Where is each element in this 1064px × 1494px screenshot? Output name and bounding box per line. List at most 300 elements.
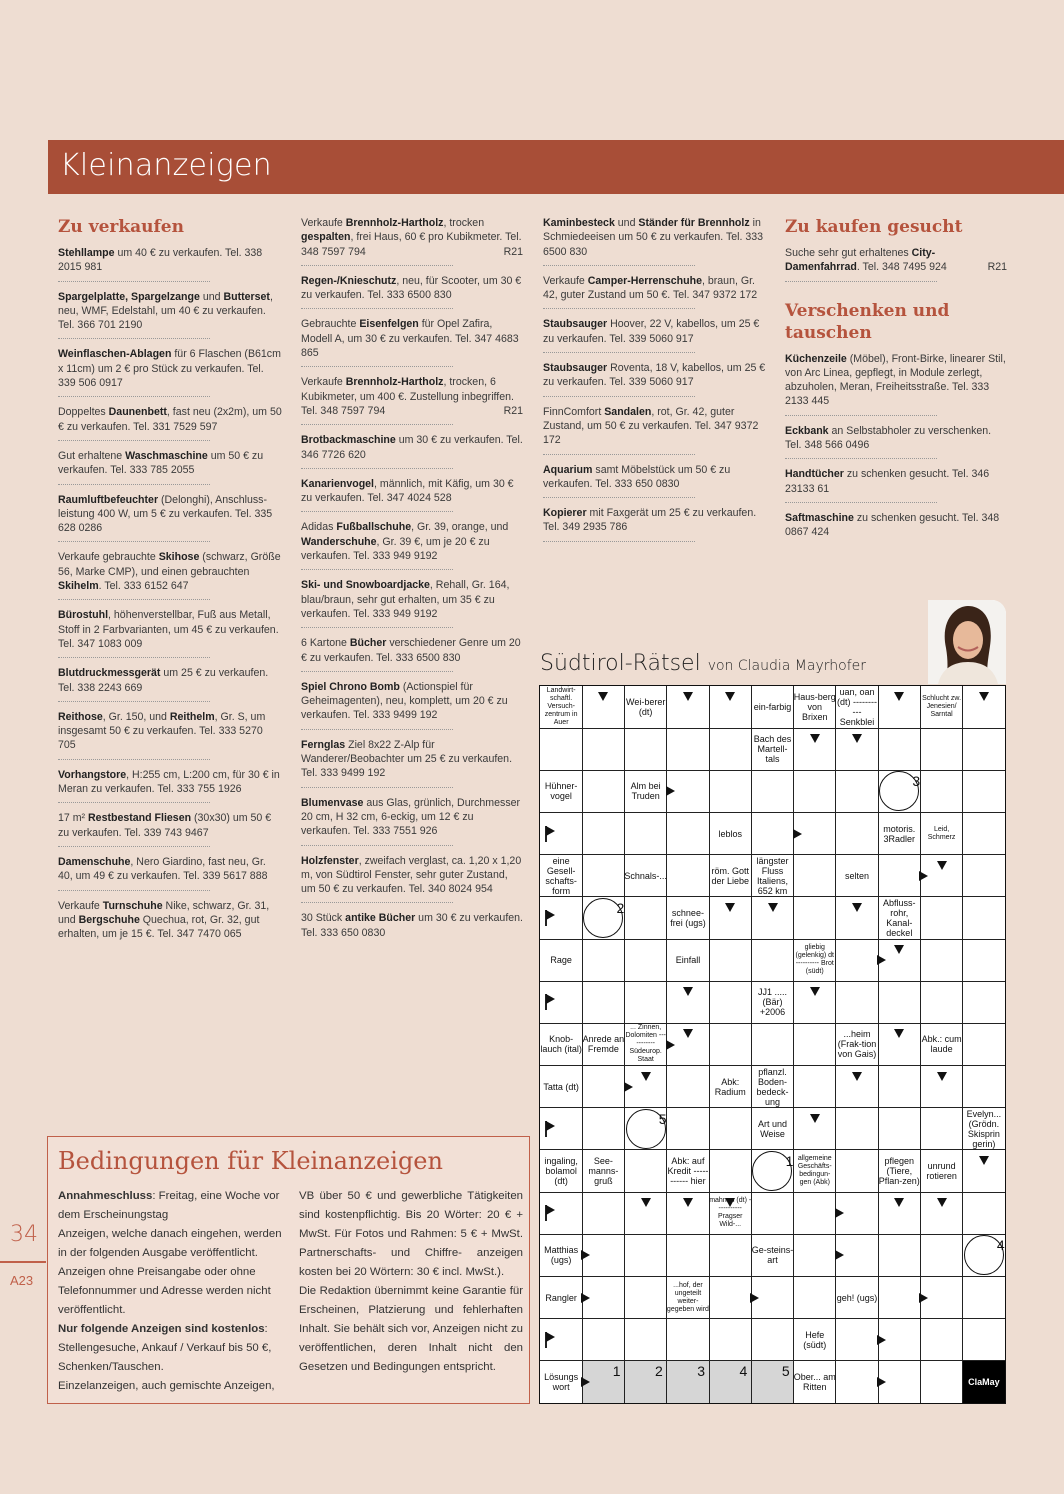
- classified-ad: [785, 424, 1007, 460]
- ad-keyword: Fußballschuhe: [336, 521, 412, 534]
- banner-title: Kleinanzeigen: [60, 148, 272, 183]
- ad-text: Verkaufe: [301, 217, 346, 229]
- clue-arrow-icon: [725, 692, 735, 701]
- ad-text: um 40 € zu verkaufen. Tel. 338 2015 981: [58, 247, 263, 274]
- ad-keyword: Wanderschuhe: [301, 535, 377, 548]
- classified-ad: [785, 467, 1007, 503]
- clue-cell: ...heim (Frak-tion von Gais): [837, 1029, 877, 1060]
- classified-ad: [785, 511, 1007, 547]
- author-portrait-image: [928, 600, 1006, 684]
- clue-arrow-icon: [793, 829, 802, 839]
- solution-number: 4: [739, 1362, 748, 1379]
- ad-text: , männlich, mit Käfig, um 30 € zu verkaufen. Tel. 347 4024 528: [301, 477, 514, 505]
- ad-keyword: Butterset: [223, 290, 270, 303]
- clue-arrow-icon: [877, 1335, 886, 1345]
- ad-text: Gut erhaltene: [58, 449, 126, 462]
- circle-number: 1: [785, 1152, 794, 1169]
- ad-text: um 25 € zu verkaufen. Tel. 338 2243 669: [58, 667, 269, 694]
- classified-ad: [58, 899, 282, 949]
- ad-text: in Schmiedeeisen um 50 € zu verkaufen. Tel. 333 6500 830: [543, 217, 764, 258]
- page-code: A23: [10, 1273, 34, 1288]
- clue-cell: Knob-lauch (ital): [540, 1034, 582, 1055]
- clue-arrow-icon: [546, 910, 555, 920]
- clue-cell: Ge-steins-art: [751, 1245, 794, 1266]
- author-photo: [928, 600, 1006, 684]
- clue-cell: Landwirt-schaftl. Versuch-zentrum in Auer: [544, 687, 578, 727]
- grid-line: [793, 686, 794, 1403]
- classified-ad: [301, 375, 523, 425]
- ad-keyword: Eisenfelgen: [359, 318, 419, 331]
- ad-keyword: Vorhangstore: [58, 768, 127, 781]
- ad-keyword: Raumluftbefeuchter: [58, 493, 159, 506]
- ad-keyword: Daunenbett: [108, 406, 167, 419]
- column-2: [301, 216, 523, 955]
- ad-keyword: Ständer für Brennholz: [638, 217, 750, 229]
- ad-text: Verkaufe: [58, 899, 103, 912]
- solution-cell[interactable]: [625, 1361, 667, 1403]
- clue-cell: gliebig (gelenkig) dt ---------- Brot (südt): [795, 944, 835, 976]
- clue-cell: Anrede an Fremde: [582, 1034, 625, 1055]
- ad-text: mit Faxgerät um 25 € zu verkaufen. Tel. 349 2935 786: [543, 507, 757, 534]
- clue-arrow-icon: [835, 1250, 844, 1260]
- puzzle-author: von Claudia Mayrhofer: [707, 658, 866, 674]
- ad-text: samt Möbelstück um 50 € zu verkaufen. Tel. 333 650 0830: [543, 463, 731, 490]
- ad-text: Verkaufe gebrauchte: [58, 551, 159, 564]
- clue-arrow-icon: [877, 1377, 886, 1387]
- ad-keyword: Brennholz-Hartholz: [345, 376, 444, 389]
- ad-keyword: Skihelm: [58, 580, 99, 593]
- ad-text: verschiedener Genre um 20 € zu verkaufen. Tel. 333 6500 830: [301, 637, 521, 664]
- clue-arrow-icon: [598, 692, 608, 701]
- ad-keyword: Handtücher: [785, 468, 844, 481]
- puzzle-brand: ClaMay: [963, 1361, 1005, 1403]
- crossword-grid: [539, 685, 1006, 1404]
- classified-ad: [301, 911, 523, 947]
- classified-ad: [58, 768, 282, 804]
- clue-cell: Wei-berer (dt): [625, 697, 666, 718]
- classified-ad: [543, 317, 767, 353]
- ad-text: 17 m²: [58, 812, 89, 825]
- solution-circle[interactable]: [879, 771, 919, 811]
- clue-arrow-icon: [546, 1121, 555, 1131]
- ad-keyword: Spiel Chrono Bomb: [301, 680, 400, 693]
- ad-keyword: Regen-/Knieschutz: [301, 274, 397, 287]
- ad-text: Roventa, 18 V, kabellos, um 25 € zu verkaufen. Tel. 339 5060 917: [543, 362, 766, 389]
- ad-text: 30 Stück: [301, 912, 346, 925]
- conditions-column-2: [299, 1187, 523, 1377]
- clue-arrow-icon: [725, 903, 735, 912]
- ad-reference: R21: [503, 404, 523, 417]
- clue-cell: Abk.: cum laude: [921, 1034, 962, 1055]
- classified-ad: [58, 493, 282, 543]
- clue-arrow-icon: [546, 1205, 555, 1215]
- clue-cell: Evelyn... (Grödn. Skisprin gerin): [966, 1108, 1002, 1149]
- ad-keyword: Kanarienvogel: [301, 477, 375, 490]
- clue-cell: JJ1 ..... (Bär) +2006: [757, 987, 787, 1018]
- clue-cell: motoris. 3Radler: [883, 823, 916, 844]
- clue-cell: Hefe (südt): [803, 1329, 827, 1350]
- conditions-text: : Freitag, eine Woche vor dem Erscheinungstag: [58, 1190, 280, 1221]
- clue-cell: Art und Weise: [757, 1118, 787, 1139]
- solution-number: 3: [697, 1362, 706, 1379]
- clue-arrow-icon: [810, 734, 820, 743]
- classified-ad: [543, 463, 767, 499]
- classified-ad: [543, 506, 767, 542]
- clue-arrow-icon: [581, 1293, 590, 1303]
- ad-text: , braun, Gr. 42, guter Zustand um 50 €. Tel. 347 9372 172: [543, 274, 758, 302]
- classified-ad: [58, 666, 282, 702]
- ad-text: um 30 € zu verkaufen. Tel. 333 650 0830: [301, 912, 523, 939]
- ad-text: , H:255 cm, L:200 cm, für 30 € in Meran zu verkaufen. Tel. 333 755 1926: [58, 768, 280, 796]
- conditions-text: Die Redaktion übernimmt keine Garantie für Erscheinen, Platzierung und fehlerhaften Inhalt. Sie behält sich vor, Anzeigen nicht zu veröffentlichen, deren Inhalt nicht den Gesetzen und Bedingungen entspricht.: [299, 1285, 523, 1373]
- ad-text: Hoover, 22 V, kabellos, um 25 € zu verkaufen. Tel. 339 5060 917: [543, 318, 760, 345]
- conditions-text: Einzelanzeigen, auch gemischte Anzeigen,: [58, 1380, 275, 1392]
- classified-ad: [58, 608, 282, 658]
- classified-ad: [785, 246, 1007, 282]
- solution-circle[interactable]: [583, 898, 623, 938]
- ad-keyword: Stehllampe: [58, 247, 115, 259]
- ad-keyword: Staubsauger: [543, 318, 608, 331]
- circle-number: 2: [616, 899, 625, 916]
- ad-text: , Rehall, Gr. 164, blau/braun, sehr gut erhalten, um 35 € zu verkaufen. Tel. 333 949 9192: [301, 579, 510, 620]
- ad-keyword: Eckbank: [785, 424, 829, 437]
- column-3: [543, 216, 767, 550]
- ad-text: um 50 € zu verkaufen. Tel. 333 785 2055: [58, 449, 264, 477]
- clue-arrow-icon: [894, 945, 904, 954]
- clue-arrow-icon: [919, 1293, 928, 1303]
- classified-ad: [301, 274, 523, 310]
- classified-ad: [58, 550, 282, 600]
- ad-text: Nike, schwarz, Gr. 31, und: [58, 899, 270, 926]
- clue-arrow-icon: [683, 692, 693, 701]
- ad-keyword: Restbestand Fliesen: [88, 812, 192, 825]
- ad-keyword: Camper-Herrenschuhe: [587, 274, 702, 287]
- puzzle-title-text: Südtirol-Rätsel: [540, 651, 701, 676]
- ad-keyword: Saftmaschine: [785, 511, 854, 524]
- clue-arrow-icon: [641, 1072, 651, 1081]
- clue-cell: Abfluss-rohr, Kanal-deckel: [883, 897, 916, 938]
- clue-cell: Haus-berg von Brixen: [793, 692, 836, 723]
- clue-arrow-icon: [546, 826, 555, 836]
- ad-text: , Gr. 150, und: [102, 710, 170, 723]
- ad-keyword: Küchenzeile: [785, 352, 847, 365]
- classified-ad: [58, 710, 282, 760]
- ad-text: an Selbstabholer zu verschenken. Tel. 348 566 0496: [785, 424, 992, 452]
- ad-text: Adidas: [301, 521, 337, 534]
- clue-arrow-icon: [750, 1293, 759, 1303]
- classified-ad: [301, 796, 523, 846]
- ad-keyword: Spargelplatte, Spargelzange: [58, 290, 200, 303]
- clue-arrow-icon: [581, 1377, 590, 1387]
- page-divider: [0, 1261, 46, 1263]
- ad-keyword: Blumenvase: [301, 796, 364, 809]
- ad-text: . Tel. 348 7495 924: [856, 261, 947, 274]
- ad-keyword: Kaminbesteck: [543, 217, 615, 229]
- clue-cell: Schnals-...: [624, 870, 667, 881]
- ad-keyword: Staubsauger: [543, 362, 608, 375]
- classified-ad: [301, 578, 523, 628]
- clue-cell: ...hof, der ungeteilt weiter-gegeben wird: [666, 1281, 709, 1313]
- ad-text: und: [614, 217, 639, 229]
- clue-cell: ein-farbig: [753, 702, 792, 713]
- heading-zu-kaufen: Zu kaufen gesucht: [785, 217, 963, 237]
- ad-text: , Nero Giardino, fast neu, Gr. 40, um 49 € zu verkaufen. Tel. 339 5617 888: [58, 855, 268, 883]
- solution-number: 1: [612, 1362, 621, 1379]
- clue-cell: röm. Gott der Liebe: [711, 865, 749, 886]
- classified-ad: [301, 738, 523, 788]
- ad-keyword: Damenschuhe: [58, 855, 131, 868]
- clue-arrow-icon: [852, 734, 862, 743]
- clue-cell: Einfall: [675, 955, 701, 966]
- classified-ad: [58, 290, 282, 340]
- heading-zu-verkaufen: Zu verkaufen: [58, 217, 184, 237]
- conditions-box: [47, 1136, 530, 1404]
- solution-number: 5: [781, 1362, 790, 1379]
- clue-arrow-icon: [810, 987, 820, 996]
- clue-arrow-icon: [894, 1029, 904, 1038]
- clue-cell: geh! (ugs): [836, 1292, 878, 1303]
- solution-cell[interactable]: [667, 1361, 709, 1403]
- ad-reference: R21: [987, 261, 1007, 274]
- clue-cell: Matthias (ugs): [544, 1245, 579, 1266]
- ad-text: , frei Haus, 60 € pro Kubikmeter. Tel. 348 7597 794: [301, 231, 522, 258]
- grid-line: [540, 939, 1005, 940]
- clue-cell: mahnen (dt) ----------- Pragser Wild-...: [709, 1197, 752, 1229]
- clue-arrow-icon: [641, 1198, 651, 1207]
- clue-cell: Ober... am Ritten: [793, 1371, 836, 1392]
- ad-keyword: Ski- und Snowboardjacke: [301, 579, 430, 592]
- ad-text: für Opel Zafira, Modell A, um 30 € zu verkaufen. Tel. 347 4683 865: [301, 318, 519, 360]
- ad-text: (Möbel), Front-Birke, linearer Stil, von Arc Linea, gepflegt, in Module zerlegt, abzuholen, Meran, Freiheitsstraße. Tel. 333 2133 445: [785, 352, 1006, 408]
- classified-ad: [301, 520, 523, 570]
- clue-arrow-icon: [768, 903, 778, 912]
- classified-ad: [58, 811, 282, 847]
- clue-arrow-icon: [852, 1072, 862, 1081]
- clue-arrow-icon: [894, 1198, 904, 1207]
- column-1: [58, 216, 282, 956]
- ad-keyword: Sandalen: [604, 405, 652, 418]
- classified-ad: [543, 274, 767, 310]
- clue-cell: eine Gesell-schafts-form: [545, 855, 577, 896]
- clue-arrow-icon: [624, 1082, 633, 1092]
- clue-arrow-icon: [937, 861, 947, 870]
- ad-keyword: Holzfenster: [301, 854, 359, 867]
- solution-cell[interactable]: [751, 1361, 793, 1403]
- ad-text: , neu, für Scooter, um 30 € zu verkaufen. Tel. 333 6500 830: [301, 274, 522, 302]
- page-number: 34: [10, 1222, 38, 1247]
- classified-ad: [301, 317, 523, 367]
- ad-keyword: Bergschuhe: [78, 913, 140, 926]
- ad-keyword: Weinflaschen-Ablagen: [58, 348, 172, 361]
- conditions-text: : Stellengesuche, Ankauf / Verkauf bis 50 €, Schenken/Tauschen.: [58, 1323, 272, 1373]
- solution-number: 2: [655, 1362, 663, 1379]
- ad-text: , höhenverstellbar, Fuß aus Metall, Stoff in 2 Farbvarianten, um 45 € zu verkaufen. Tel. 347 1083 009: [58, 609, 279, 650]
- clue-arrow-icon: [546, 1332, 555, 1342]
- ad-keyword: gespalten: [301, 231, 351, 244]
- clue-cell: Leid, Schmerz: [927, 825, 956, 841]
- clue-cell: selten: [845, 870, 870, 881]
- clue-cell: uan, oan (dt) ----------- Senkblei: [837, 687, 878, 728]
- section-banner: [48, 140, 1064, 194]
- conditions-label: Nur folgende Anzeigen sind kostenlos: [58, 1323, 265, 1335]
- classified-ad: [58, 405, 282, 441]
- clue-cell: schnee-frei (ugs): [670, 907, 706, 928]
- ad-text: Doppeltes: [58, 406, 109, 419]
- classified-ad: [301, 433, 523, 469]
- classified-ad: [58, 246, 282, 282]
- ad-keyword: Brotbackmaschine: [301, 434, 396, 447]
- clue-cell: Abk: auf Kredit ----------- hier: [667, 1156, 709, 1187]
- ad-list: [301, 216, 523, 947]
- clue-cell: See-manns-gruß: [588, 1156, 619, 1187]
- clue-cell: allgemeine Geschäfts-bedingun-gen (Abk): [797, 1155, 832, 1187]
- classified-ad: [543, 405, 767, 455]
- classified-ad: [301, 636, 523, 672]
- ad-keyword: Brennholz-Hartholz: [345, 217, 444, 229]
- clue-arrow-icon: [683, 1029, 693, 1038]
- classified-ad: [543, 361, 767, 397]
- ad-text: , Gr. 39 €, um je 20 € zu verkaufen. Tel. 333 949 9192: [301, 535, 490, 563]
- clue-arrow-icon: [725, 1198, 735, 1207]
- clue-cell: Bach des Martell-tals: [753, 734, 792, 765]
- ad-text: , Gr. S, um insgesamt 50 € zu verkaufen. Tel. 333 5270 705: [58, 710, 266, 752]
- clue-cell: pflanzl. Boden-bedeck-ung: [756, 1066, 789, 1107]
- ad-text: aus Glas, grünlich, Durchmesser 20 cm, H 32 cm, 6-eckig, um 12 € zu verkaufen. Tel. 333 7551 926: [301, 796, 521, 838]
- ad-text: , rot, Gr. 42, guter Zustand, um 50 € zu verkaufen. Tel. 347 9372 172: [543, 405, 759, 447]
- ad-keyword: Kopierer: [543, 507, 587, 520]
- classified-ad: [58, 855, 282, 891]
- clue-cell: ... Zinnen, Dolomiten ----------- Südeurop. Staat: [625, 1024, 666, 1064]
- ad-text: Ziel 8x22 Z-Alp für Wanderer/Beobachter um 25 € zu verkaufen. Tel. 333 9499 192: [301, 738, 513, 780]
- ad-text: (30x30) um 50 € zu verkaufen. Tel. 339 743 9467: [58, 812, 272, 839]
- clue-cell: leblos: [718, 828, 742, 839]
- ad-text: (Actionspiel für Geheimagenten), neu, komplett, um 20 € zu verkaufen. Tel. 333 9499 192: [301, 680, 508, 722]
- clue-arrow-icon: [894, 692, 904, 701]
- puzzle-title: [540, 651, 866, 676]
- clue-cell: Hühner-vogel: [544, 781, 578, 802]
- clue-cell: Tatta (dt): [543, 1081, 579, 1092]
- clue-arrow-icon: [683, 987, 693, 996]
- ad-text: FinnComfort: [543, 405, 605, 418]
- ad-keyword: Bürostuhl: [58, 609, 109, 622]
- ad-keyword: antike Bücher: [345, 912, 416, 925]
- clue-cell: längster Fluss Italiens, 652 km: [756, 855, 789, 896]
- clue-cell: pflegen (Tiere, Pflan-zen): [878, 1156, 920, 1187]
- ad-text: Gebrauchte: [301, 318, 360, 331]
- ad-reference: R21: [503, 245, 523, 258]
- ad-text: . Tel. 333 6152 647: [98, 580, 189, 593]
- ad-keyword: Fernglas: [301, 738, 346, 751]
- clue-arrow-icon: [666, 1040, 675, 1050]
- clue-cell: Alm bei Truden: [630, 781, 661, 802]
- ad-keyword: Bücher: [349, 637, 387, 650]
- ad-keyword: Turnschuhe: [102, 899, 163, 912]
- ad-text: Suche sehr gut erhaltenes: [785, 247, 912, 259]
- ad-list: [58, 246, 282, 948]
- circle-number: 4: [996, 1237, 1005, 1254]
- ad-text: , zweifach verglast, ca. 1,20 x 1,20 m, von Südtirol Fenster, sehr guter Zustand, um 50 € zu verkaufen. Tel. 340 8024 954: [301, 854, 522, 896]
- ad-text: Verkaufe: [301, 376, 346, 389]
- ad-list: [785, 246, 1007, 282]
- clue-arrow-icon: [683, 1198, 693, 1207]
- clue-arrow-icon: [835, 1208, 844, 1218]
- solution-cell[interactable]: [709, 1361, 751, 1403]
- ad-text: um 30 € zu verkaufen. Tel. 346 7726 620: [301, 434, 523, 461]
- circle-number: 3: [912, 773, 921, 790]
- ad-text: , trocken, 6 Kubikmeter, um 400 €. Zustellung inbegriffen. Tel. 348 7597 794: [301, 376, 514, 417]
- conditions-text: Anzeigen, welche danach eingehen, werden in der folgenden Ausgabe veröffentlicht. Anzeigen ohne Preisangabe oder ohne Telefonnummer und Adresse werden nicht veröffentlicht.: [58, 1228, 282, 1316]
- ad-keyword: Reithose: [58, 710, 103, 723]
- ad-keyword: Blutdruckmessgerät: [58, 667, 161, 680]
- ad-list: [785, 352, 1007, 547]
- clue-arrow-icon: [979, 692, 989, 701]
- clue-cell: Lösungs wort: [544, 1371, 579, 1392]
- ad-keyword: Aquarium: [543, 463, 593, 476]
- classified-ad: [58, 449, 282, 485]
- solution-circle[interactable]: [626, 1109, 666, 1149]
- classified-ad: [785, 352, 1007, 416]
- column-4: [785, 216, 1007, 555]
- clue-cell: Rage: [550, 955, 572, 966]
- conditions-title: Bedingungen für Kleinanzeigen: [58, 1147, 443, 1175]
- ad-text: für 6 Flaschen (B61cm x 11cm) um 2 € pro Stück zu verkaufen. Tel. 339 506 0917: [58, 348, 281, 390]
- heading-verschenken: Verschenken und tauschen: [785, 300, 950, 343]
- clue-cell: ingaling, bolamol (dt): [544, 1156, 578, 1187]
- solution-circle[interactable]: [752, 1151, 792, 1191]
- ad-text: Quechua, rot, Gr. 32, gut erhalten, um je 15 €. Tel. 347 7470 065: [58, 913, 260, 941]
- clue-arrow-icon: [937, 1072, 947, 1081]
- conditions-text: VB über 50 € und gewerbliche Tätigkeiten sind kostenpflichtig. Bis 20 Wörter: 20 € + MwSt. Für Fotos und Rahmen: 5 € + MwSt. Partnerschafts- und Chiffre- anzeigen kosten bei 20 Wörtern: 30 € incl. MwSt.).: [299, 1190, 523, 1278]
- ad-keyword: City-Damenfahrrad: [785, 247, 936, 274]
- ad-text: , fast neu (2x2m), um 50 € zu verkaufen. Tel. 331 7529 597: [58, 406, 282, 433]
- clue-arrow-icon: [581, 1250, 590, 1260]
- ad-text: Verkaufe: [543, 274, 588, 287]
- ad-keyword: Skihose: [158, 551, 200, 564]
- ad-text: 6 Kartone: [301, 637, 350, 650]
- clue-arrow-icon: [877, 955, 886, 965]
- solution-circle[interactable]: [964, 1235, 1004, 1275]
- conditions-column-1: [58, 1187, 284, 1396]
- conditions-label: Annahmeschluss: [58, 1190, 153, 1202]
- classified-ad: [58, 347, 282, 397]
- grid-line: [540, 1360, 1005, 1361]
- clue-cell: Abk: Radium: [714, 1076, 746, 1097]
- clue-cell: Schlucht zw. Jenesien/ Sarntal: [922, 695, 962, 719]
- grid-line: [540, 1318, 1005, 1319]
- classified-ad: [301, 854, 523, 904]
- clue-arrow-icon: [666, 786, 675, 796]
- ad-keyword: Reithelm: [169, 710, 215, 723]
- classified-ad: [301, 477, 523, 513]
- ad-keyword: Waschmaschine: [125, 449, 208, 462]
- ad-text: (Delonghi), Anschluss-leistung 400 W, um 5 € zu verkaufen. Tel. 335 628 0286: [58, 493, 273, 535]
- ad-text: (schwarz, Größe 56, Marke CMP), und einen gebrauchten: [58, 551, 281, 578]
- classified-ad: [543, 216, 767, 266]
- clue-arrow-icon: [810, 1114, 820, 1123]
- classified-ad: [301, 216, 523, 266]
- ad-list: [543, 216, 767, 542]
- ad-text: zu schenken gesucht. Tel. 346 23133 61: [785, 468, 990, 495]
- clue-arrow-icon: [852, 903, 862, 912]
- ad-text: , neu, WMF, Edelstahl, um 40 € zu verkaufen. Tel. 366 701 2190: [58, 290, 273, 332]
- clue-arrow-icon: [546, 994, 555, 1004]
- clue-cell: Rangler: [545, 1292, 577, 1303]
- ad-text: zu schenken gesucht. Tel. 348 0867 424: [785, 511, 1000, 539]
- ad-text: , Gr. 39, orange, und: [411, 521, 509, 534]
- ad-text: und: [199, 290, 224, 303]
- clue-cell: unrund rotieren: [926, 1161, 957, 1182]
- ad-text: , trocken: [443, 217, 485, 229]
